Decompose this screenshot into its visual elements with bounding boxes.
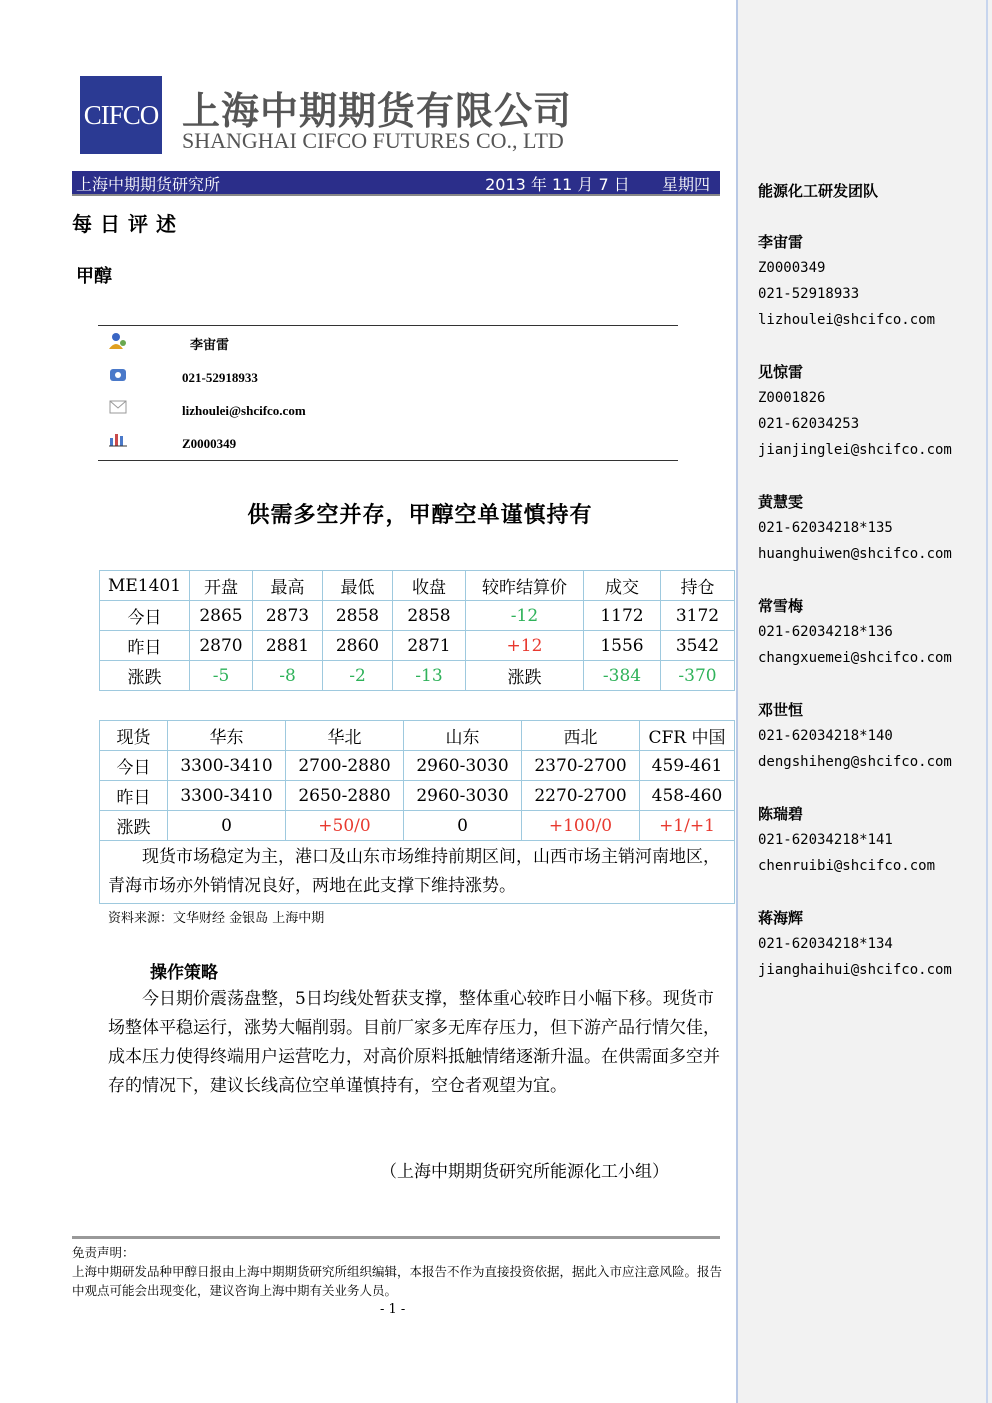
table-row	[100, 781, 735, 811]
table-header-row	[100, 721, 735, 751]
team-member	[758, 229, 935, 333]
table-cell: 昨日	[100, 631, 190, 661]
table-row	[100, 661, 735, 691]
table-cell: 0	[404, 811, 522, 841]
table-cell: 2650-2880	[286, 781, 404, 811]
table-cell: -5	[190, 661, 253, 691]
table-cell: -370	[661, 661, 735, 691]
company-name-cn: 上海中期期货有限公司	[182, 89, 573, 133]
member-license: Z0000349	[758, 260, 826, 276]
table-cell: 459-461	[640, 751, 735, 781]
table-row	[100, 841, 735, 904]
table-cell: 3542	[661, 631, 735, 661]
analyst-contact-box	[98, 325, 678, 461]
table-cell: 0	[168, 811, 286, 841]
company-logo: CIFCO	[80, 76, 162, 154]
table-header-cell: 较昨结算价	[466, 571, 584, 601]
table-cell: +12	[466, 631, 584, 661]
contact-phone: 021-52918933	[182, 370, 258, 385]
member-phone: 021-62034218*141	[758, 832, 893, 848]
member-phone: 021-62034253	[758, 416, 860, 432]
table-row	[100, 811, 735, 841]
contact-name: 李宙雷	[190, 337, 230, 352]
member-phone: 021-62034218*134	[758, 936, 893, 952]
table-header-cell: 收盘	[393, 571, 466, 601]
table-cell: 3300-3410	[168, 781, 286, 811]
member-name: 李宙雷	[758, 233, 804, 251]
table-header-cell: 最低	[323, 571, 393, 601]
data-source: 资料来源：文华财经 金银岛 上海中期	[108, 911, 325, 926]
sidebar-edge	[986, 0, 988, 1403]
member-phone: 021-62034218*136	[758, 624, 893, 640]
table-header-cell: 现货	[100, 721, 168, 751]
table-cell: -8	[253, 661, 323, 691]
table-cell: -384	[584, 661, 661, 691]
member-phone: 021-52918933	[758, 286, 860, 302]
phone-icon	[108, 366, 128, 384]
table-cell: 2700-2880	[286, 751, 404, 781]
member-email: huanghuiwen@shcifco.com	[758, 546, 952, 562]
table-cell: +50/0	[286, 811, 404, 841]
table-cell: 3172	[661, 601, 735, 631]
table-header-cell: 西北	[522, 721, 640, 751]
product-name: 甲醇	[76, 266, 112, 287]
table-header-cell: 最高	[253, 571, 323, 601]
table-cell: +1/+1	[640, 811, 735, 841]
member-email: jianjinglei@shcifco.com	[758, 442, 952, 458]
contact-license: Z0000349	[182, 436, 237, 451]
report-weekday: 星期四	[661, 175, 710, 194]
table-cell: 今日	[100, 601, 190, 631]
table-cell: -13	[393, 661, 466, 691]
mail-icon	[108, 398, 128, 416]
table-cell: 2960-3030	[404, 751, 522, 781]
member-phone: 021-62034218*135	[758, 520, 893, 536]
table-header-cell: 华东	[168, 721, 286, 751]
team-member	[758, 489, 952, 567]
table-header-cell: 成交	[584, 571, 661, 601]
report-date-line	[485, 172, 710, 195]
member-name: 黄慧雯	[758, 493, 804, 511]
table-cell: 2960-3030	[404, 781, 522, 811]
table-row	[100, 631, 735, 661]
table-cell: 2370-2700	[522, 751, 640, 781]
table-cell: 2270-2700	[522, 781, 640, 811]
table-row	[100, 751, 735, 781]
strategy-title: 操作策略	[150, 963, 218, 983]
member-email: jianghaihui@shcifco.com	[758, 962, 952, 978]
table-cell: 涨跌	[100, 811, 168, 841]
table-cell: 涨跌	[466, 661, 584, 691]
table-cell: 昨日	[100, 781, 168, 811]
member-name: 见惊雷	[758, 363, 804, 381]
report-date: 2013 年 11 月 7 日	[485, 175, 630, 194]
company-name-en: SHANGHAI CIFCO FUTURES CO., LTD	[182, 128, 564, 153]
table-header-cell: 山东	[404, 721, 522, 751]
table-cell: 2873	[253, 601, 323, 631]
footer-divider	[72, 1236, 720, 1239]
futures-price-table	[99, 570, 735, 691]
table-cell: 2870	[190, 631, 253, 661]
table-cell: 2881	[253, 631, 323, 661]
report-headline: 供需多空并存，甲醇空单谨慎持有	[247, 502, 593, 528]
table-cell: +100/0	[522, 811, 640, 841]
member-name: 常雪梅	[758, 597, 804, 615]
member-email: chenruibi@shcifco.com	[758, 858, 936, 874]
table-cell: -2	[323, 661, 393, 691]
team-title: 能源化工研发团队	[758, 182, 879, 200]
section-title: 每日评述	[72, 212, 184, 236]
team-member	[758, 801, 935, 879]
table-cell: 2865	[190, 601, 253, 631]
strategy-body: 今日期价震荡盘整，5日均线处暂获支撑，整体重心较昨日小幅下移。现货市场整体平稳运行，涨势大幅削弱。目前厂家多无库存压力，但下游产品行情欠佳，成本压力使得终端用户运营吃力，对高价原料抵触情绪逐渐升温。在供需面多空并存的情况下，建议长线高位空单谨慎持有，空仓者观望为宜。	[108, 989, 720, 1096]
member-email: lizhoulei@shcifco.com	[758, 312, 936, 328]
chart-icon	[108, 430, 128, 448]
member-phone: 021-62034218*140	[758, 728, 893, 744]
table-cell: 2871	[393, 631, 466, 661]
member-license: Z0001826	[758, 390, 826, 406]
table-row	[100, 601, 735, 631]
member-email: changxuemei@shcifco.com	[758, 650, 952, 666]
team-member	[758, 359, 952, 463]
team-member	[758, 593, 952, 671]
user-icon	[108, 332, 128, 350]
table-header-cell: CFR 中国	[640, 721, 735, 751]
team-member	[758, 697, 952, 775]
spot-price-table	[99, 720, 735, 904]
table-header-row	[100, 571, 735, 601]
disclaimer-text: 上海中期研发品种甲醇日报由上海中期期货研究所组织编辑，本报告不作为直接投资依据，据此入市应注意风险。报告中观点可能会出现变化，建议咨询上海中期有关业务人员。	[72, 1264, 723, 1298]
table-cell: 3300-3410	[168, 751, 286, 781]
report-header-bar	[72, 171, 720, 196]
institute-name: 上海中期期货研究所	[76, 175, 221, 194]
contact-email: lizhoulei@shcifco.com	[182, 403, 306, 418]
table-header-cell: 开盘	[190, 571, 253, 601]
page-number: - 1 -	[380, 1302, 406, 1317]
table-cell: 2858	[323, 601, 393, 631]
spot-market-description: 现货市场稳定为主，港口及山东市场维持前期区间，山西市场主销河南地区，青海市场亦外销情况良好，两地在此支撑下维持涨势。	[100, 841, 735, 904]
table-header-cell: 持仓	[661, 571, 735, 601]
team-member	[758, 905, 952, 983]
table-cell: 2860	[323, 631, 393, 661]
table-cell: 458-460	[640, 781, 735, 811]
table-cell: 2858	[393, 601, 466, 631]
member-name: 邓世恒	[758, 701, 804, 719]
disclaimer-label: 免责声明：	[72, 1245, 135, 1260]
report-signature: （上海中期期货研究所能源化工小组）	[380, 1162, 669, 1182]
table-cell: 1172	[584, 601, 661, 631]
member-name: 蒋海辉	[758, 909, 804, 927]
member-name: 陈瑞碧	[758, 805, 804, 823]
table-cell: 1556	[584, 631, 661, 661]
table-header-cell: 华北	[286, 721, 404, 751]
member-email: dengshiheng@shcifco.com	[758, 754, 952, 770]
table-cell: -12	[466, 601, 584, 631]
table-cell: 涨跌	[100, 661, 190, 691]
table-header-cell: ME1401	[100, 571, 190, 601]
table-cell: 今日	[100, 751, 168, 781]
